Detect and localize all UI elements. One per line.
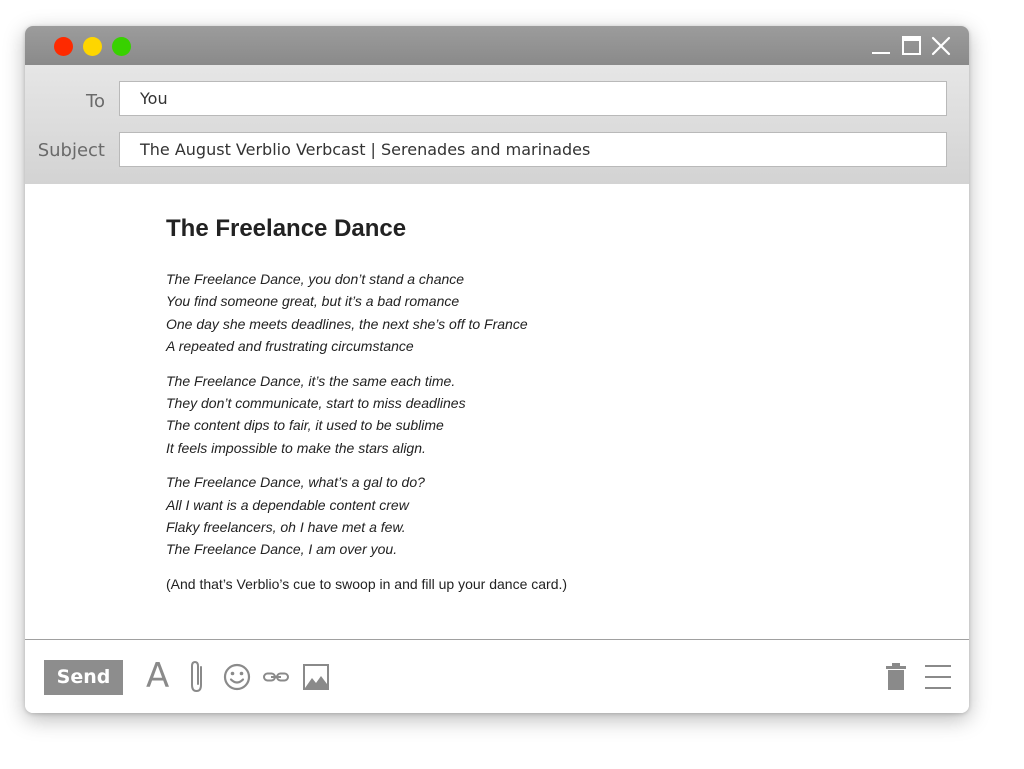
to-label: To [86,91,105,112]
message-body[interactable] [25,184,969,639]
minimize-icon[interactable] [870,35,892,57]
to-field[interactable]: You [119,81,947,116]
close-light[interactable] [54,37,73,56]
message-content [166,212,866,595]
poem-line: The Freelance Dance, what’s a gal to do? [166,474,425,491]
title-bar [25,26,969,65]
poem-line: You find someone great, but it’s a bad romance [166,293,460,310]
subject-field[interactable]: The August Verblio Verbcast | Serenades and marinades [119,132,947,167]
compose-toolbar [25,639,969,713]
stanza [166,370,866,460]
paperclip-icon[interactable] [186,658,208,696]
poem-line: The Freelance Dance, you don’t stand a chance [166,271,465,287]
compose-window [25,26,969,713]
emoji-icon[interactable] [222,658,252,696]
email-title: The Freelance Dance [166,215,407,242]
image-icon[interactable] [302,658,330,696]
stanza [166,268,866,358]
poem-line: The content dips to fair, it used to be sublime [166,417,444,434]
trash-icon[interactable] [884,658,908,696]
poem-line: It feels impossible to make the stars align. [166,439,426,456]
menu-icon[interactable] [925,658,951,696]
poem-line: Flaky freelancers, oh I have met a few. [166,519,406,536]
closing-line: (And that’s Verblio’s cue to swoop in and fill up your dance card.) [166,575,568,592]
link-icon[interactable] [262,658,290,696]
subject-label: Subject [37,140,105,161]
send-button[interactable]: Send [44,660,123,695]
minimize-light[interactable] [83,37,102,56]
stanza [166,471,866,561]
poem-line: A repeated and frustrating circumstance [166,338,414,355]
font-icon[interactable]: A [146,656,170,696]
poem-line: The Freelance Dance, I am over you. [166,541,398,558]
poem-line: All I want is a dependable content crew [166,496,409,513]
poem-line: They don’t communicate, start to miss deadlines [166,395,466,412]
poem-line: The Freelance Dance, it’s the same each time. [166,372,456,389]
compose-header [25,65,969,185]
maximize-icon[interactable] [901,35,923,57]
poem-line: One day she meets deadlines, the next she’s off to France [166,315,528,332]
close-icon[interactable] [930,35,952,57]
zoom-light[interactable] [112,37,131,56]
